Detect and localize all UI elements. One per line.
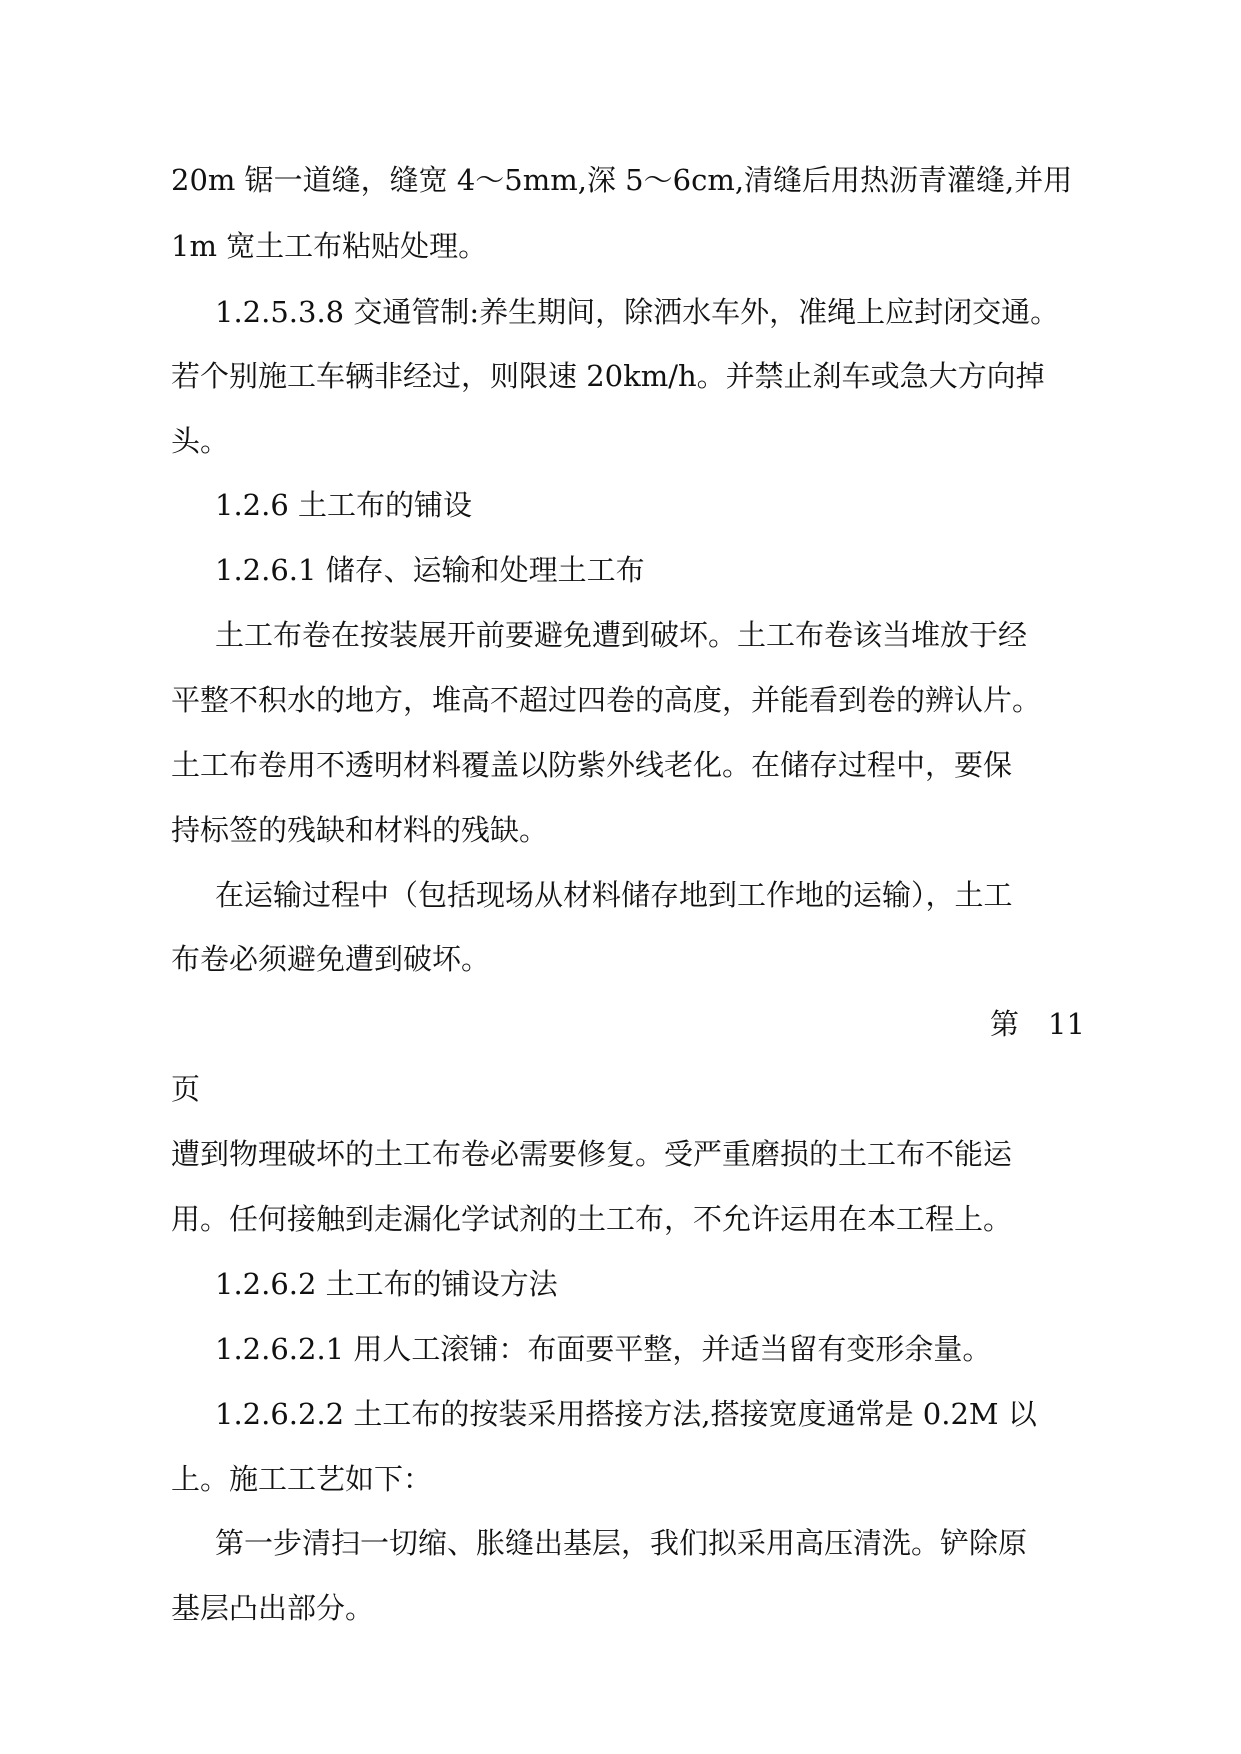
- section-heading: 1.2.6 土工布的铺设: [215, 488, 473, 522]
- text-line: 布卷必须避免遭到破坏。: [171, 942, 491, 976]
- text-line: 在运输过程中（包括现场从材料储存地到工作地的运输），土工: [215, 878, 1013, 912]
- text-line: 1.2.6.2.1 用人工滚铺：布面要平整，并适当留有变形余量。: [215, 1332, 992, 1366]
- text-line: 遭到物理破坏的土工布卷必需要修复。受严重磨损的土工布不能运: [171, 1137, 1013, 1171]
- text-line: 土工布卷在按装展开前要避免遭到破坏。土工布卷该当堆放于经: [215, 618, 1028, 652]
- text-line: 1.2.6.2.2 土工布的按装采用搭接方法,搭接宽度通常是 0.2M 以: [215, 1397, 1037, 1431]
- text-line: 土工布卷用不透明材料覆盖以防紫外线老化。在储存过程中，要保: [171, 748, 1013, 782]
- text-line: 20m 锯一道缝，缝宽 4～5mm,深 5～6cm,清缝后用热沥青灌缝,并用: [171, 163, 1073, 197]
- text-line: 1m 宽土工布粘贴处理。: [171, 229, 488, 263]
- text-line: 平整不积水的地方，堆高不超过四卷的高度，并能看到卷的辨认片。: [171, 683, 1042, 717]
- text-line: 1.2.5.3.8 交通管制:养生期间，除洒水车外，准绳上应封闭交通。: [215, 295, 1060, 329]
- page-number: 第 11: [990, 1007, 1085, 1041]
- text-line: 持标签的残缺和材料的残缺。: [171, 813, 549, 847]
- section-heading: 1.2.6.2 土工布的铺设方法: [215, 1267, 558, 1301]
- text-line: 基层凸出部分。: [171, 1591, 375, 1625]
- text-line: 第一步清扫一切缩、胀缝出基层，我们拟采用高压清洗。铲除原: [215, 1526, 1028, 1560]
- text-line: 用。任何接触到走漏化学试剂的土工布，不允许运用在本工程上。: [171, 1202, 1013, 1236]
- page-number-suffix: 页: [171, 1072, 201, 1106]
- text-line: 上。施工工艺如下：: [171, 1462, 433, 1496]
- section-heading: 1.2.6.1 储存、运输和处理土工布: [215, 553, 645, 587]
- text-line: 若个别施工车辆非经过，则限速 20km/h。并禁止刹车或急大方向掉: [171, 359, 1045, 393]
- text-line: 头。: [171, 424, 230, 458]
